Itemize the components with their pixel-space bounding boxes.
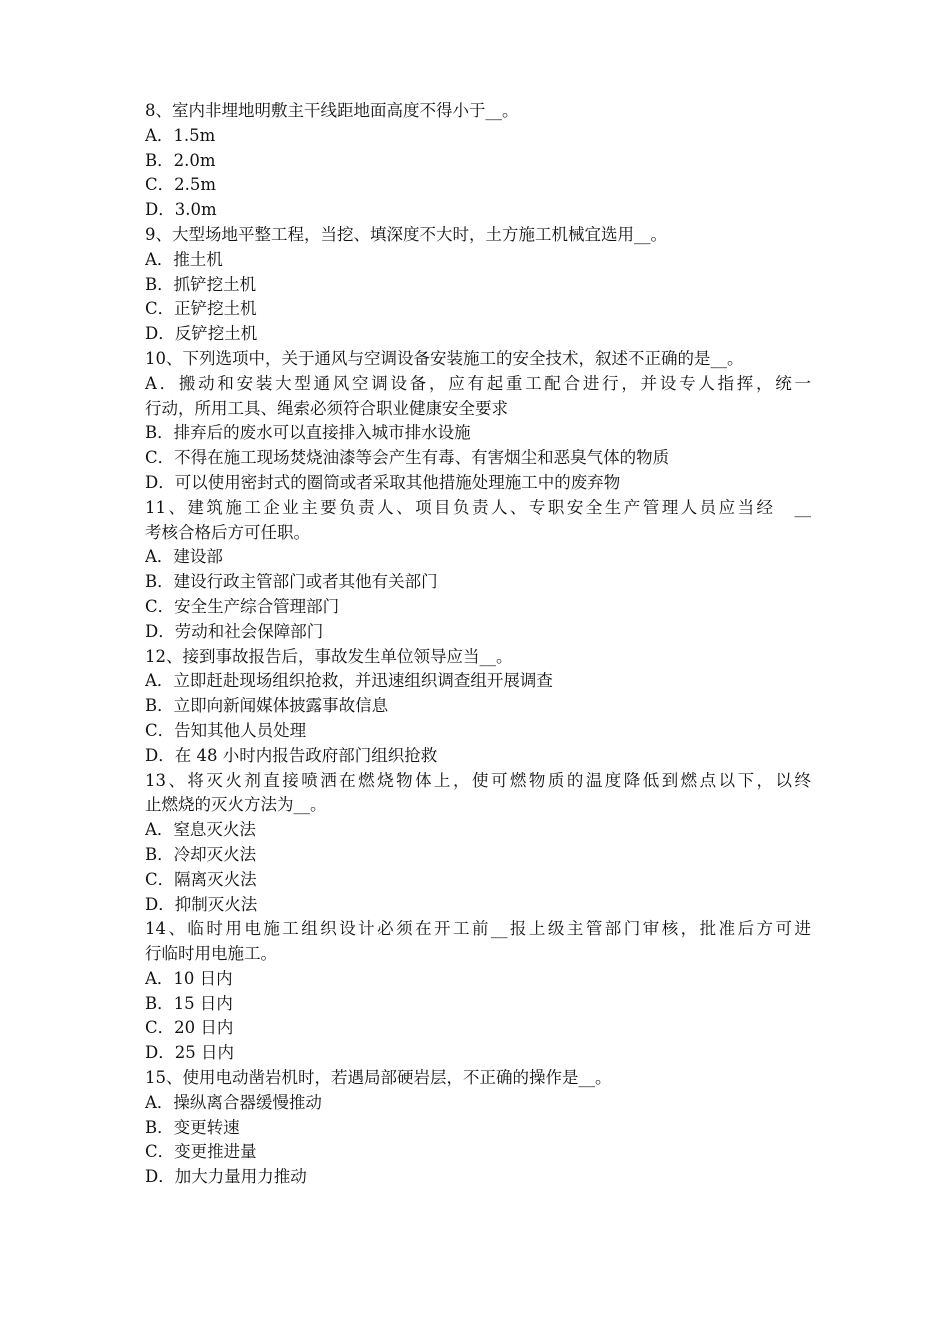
question-text: 12、接到事故报告后，事故发生单位领导应当__。 [145,646,513,666]
option-b: B．15 日内 [145,993,233,1013]
question-13 [145,769,811,918]
question-text-continued: 行临时用电施工。 [145,944,277,964]
question-11 [145,496,811,645]
option-c: C．告知其他人员处理 [145,720,307,740]
option-b: B．变更转速 [145,1117,240,1137]
option-c: C．2.5m [145,175,217,195]
option-c: C．安全生产综合管理部门 [145,596,340,616]
option-b: B．排弃后的废水可以直接排入城市排水设施 [145,423,471,443]
option-a: A．操纵离合器缓慢推动 [145,1092,322,1112]
document-body [145,99,811,1190]
option-b: B．2.0m [145,150,216,170]
option-d: D．反铲挖土机 [145,324,258,344]
question-text: 13、将灭火剂直接喷洒在燃烧物体上，使可燃物质的温度降低到燃点以下，以终 [145,770,811,790]
option-b: B．建设行政主管部门或者其他有关部门 [145,572,438,592]
option-c: C．隔离灭火法 [145,869,257,889]
option-b: B．冷却灭火法 [145,844,257,864]
option-d: D．3.0m [145,200,217,220]
option-a: A．窒息灭火法 [145,820,256,840]
question-text: 14、临时用电施工组织设计必须在开工前__报上级主管部门审核，批准后方可进 [145,919,811,939]
option-b: B．立即向新闻媒体披露事故信息 [145,696,389,716]
option-c: C．不得在施工现场焚烧油漆等会产生有毒、有害烟尘和恶臭气体的物质 [145,448,670,468]
question-14 [145,917,811,1066]
option-d: D．抑制灭火法 [145,894,258,914]
question-text-continued: 考核合格后方可任职。 [145,522,310,542]
option-d: D．25 日内 [145,1043,234,1063]
option-a: A．立即赶赴现场组织抢救，并迅速组织调查组开展调查 [145,671,553,691]
option-d: D．可以使用密封式的圈筒或者采取其他措施处理施工中的废弃物 [145,472,621,492]
option-d: D．劳动和社会保障部门 [145,621,324,641]
question-12 [145,645,811,769]
option-b: B．抓铲挖土机 [145,274,257,294]
question-text: 8、室内非埋地明敷主干线距地面高度不得小于__。 [145,101,519,120]
option-a: A．推土机 [145,249,223,269]
question-text: 10、下列选项中，关于通风与空调设备安装施工的安全技术，叙述不正确的是__。 [145,348,744,368]
question-text: 9、大型场地平整工程，当挖、填深度不大时，土方施工机械宜选用__。 [145,224,667,244]
question-15 [145,1066,811,1190]
question-10 [145,347,811,496]
question-text: 11、建筑施工企业主要负责人、项目负责人、专职安全生产管理人员应当经 __ [145,497,811,517]
question-text-continued: 止燃烧的灭火方法为__。 [145,795,327,815]
option-a: A．搬动和安装大型通风空调设备，应有起重工配合进行，并设专人指挥，统一 [145,373,811,393]
option-c: C．变更推进量 [145,1142,257,1162]
option-a: A．1.5m [145,125,216,145]
option-a: A．建设部 [145,547,223,567]
option-d: D．加大力量用力推动 [145,1167,307,1187]
option-c: C．正铲挖土机 [145,299,257,319]
option-d: D．在 48 小时内报告政府部门组织抢救 [145,745,438,765]
question-8 [145,99,811,223]
question-text: 15、使用电动凿岩机时，若遇局部硬岩层，不正确的操作是__。 [145,1068,612,1088]
option-a: A．10 日内 [145,968,233,988]
option-c: C．20 日内 [145,1018,234,1038]
option-a-continued: 行动，所用工具、绳索必须符合职业健康安全要求 [145,398,508,418]
question-9 [145,223,811,347]
